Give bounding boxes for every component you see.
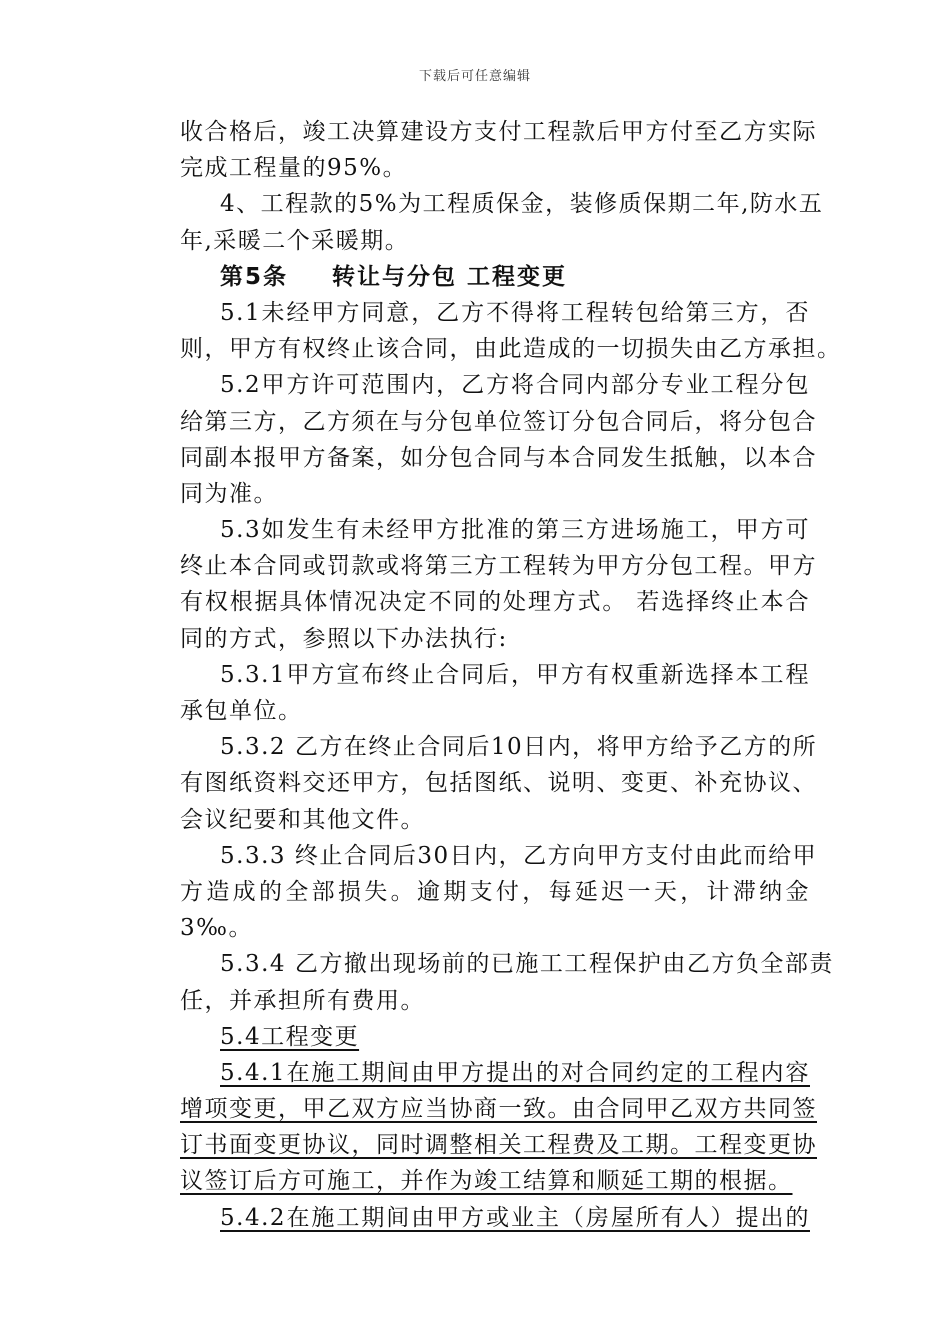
body-line: 同为准。 <box>180 480 278 507</box>
clause-5-3-1-line: 5.3.1甲方宣布终止合同后，甲方有权重新选择本工程 <box>220 661 810 688</box>
page-header: 下载后可任意编辑 <box>418 69 531 84</box>
underlined-text: 订书面变更协议，同时调整相关工程费及工期。工程变更协 <box>180 1132 817 1159</box>
document-body <box>180 114 842 1236</box>
clause-5-4-2-line <box>180 1200 810 1236</box>
body-line <box>180 1163 810 1199</box>
clause-5-3-3-line: 5.3.3 终止合同后30日内，乙方向甲方支付由此而给甲 <box>220 842 818 869</box>
body-line: 会议纪要和其他文件。 <box>180 806 425 833</box>
body-line: 完成工程量的95%。 <box>180 155 408 182</box>
body-line: 同副本报甲方备案，如分包合同与本合同发生抵触，以本合 <box>180 444 817 471</box>
underlined-text: 5.4.1在施工期间由甲方提出的对合同约定的工程内容 <box>220 1059 810 1086</box>
body-line: 有图纸资料交还甲方，包括图纸、说明、变更、补充协议、 <box>180 770 817 797</box>
clause-5-4-1-line <box>180 1055 810 1091</box>
body-line: 终止本合同或罚款或将第三方工程转为甲方分包工程。甲方 <box>180 553 817 580</box>
underlined-text: 增项变更，甲乙双方应当协商一致。由合同甲乙双方共同签 <box>180 1096 817 1123</box>
clause-5-4-title: 5.4工程变更 <box>220 1023 360 1050</box>
body-line: 任，并承担所有费用。 <box>180 987 425 1014</box>
body-line: 年,采暖二个采暖期。 <box>180 227 410 254</box>
body-line: 收合格后，竣工决算建设方支付工程款后甲方付至乙方实际 <box>180 119 817 145</box>
body-line: 给第三方，乙方须在与分包单位签订分包合同后，将分包合 <box>180 408 817 435</box>
clause-5-3-line: 5.3如发生有未经甲方批准的第三方进场施工，甲方可 <box>220 517 810 544</box>
underlined-text: 5.4.2在施工期间由甲方或业主（房屋所有人）提出的 <box>220 1204 810 1231</box>
article-heading <box>180 259 810 295</box>
body-line: 同的方式，参照以下办法执行: <box>180 625 508 652</box>
body-line <box>180 1127 817 1163</box>
clause-5-1-line: 5.1未经甲方同意，乙方不得将工程转包给第三方，否 <box>220 299 810 326</box>
clause-5-3-4-line: 5.3.4 乙方撤出现场前的已施工工程保护由乙方负全部责 <box>220 951 834 978</box>
article-title: 转让与分包 工程变更 <box>332 263 568 290</box>
body-line <box>180 1091 817 1127</box>
clause-5-2-line: 5.2甲方许可范围内，乙方将合同内部分专业工程分包 <box>220 372 810 399</box>
clause-4-line: 4、工程款的5%为工程质保金，装修质保期二年,防水五 <box>220 191 824 218</box>
body-line: 有权根据具体情况决定不同的处理方式。 若选择终止本合 <box>180 589 810 616</box>
article-number: 第5条 <box>220 263 289 290</box>
clause-5-4-heading <box>180 1019 810 1055</box>
body-line: 则，甲方有权终止该合同，由此造成的一切损失由乙方承担。 <box>180 336 842 363</box>
underlined-text: 议签订后方可施工，并作为竣工结算和顺延工期的根据。 <box>180 1168 793 1195</box>
body-line: 方造成的全部损失。逾期支付，每延迟一天，计滞纳金 <box>180 878 810 905</box>
clause-5-3-2-line: 5.3.2 乙方在终止合同后10日内，将甲方给予乙方的所 <box>220 734 818 761</box>
body-line: 承包单位。 <box>180 698 303 724</box>
body-line: 3‰。 <box>180 915 253 942</box>
